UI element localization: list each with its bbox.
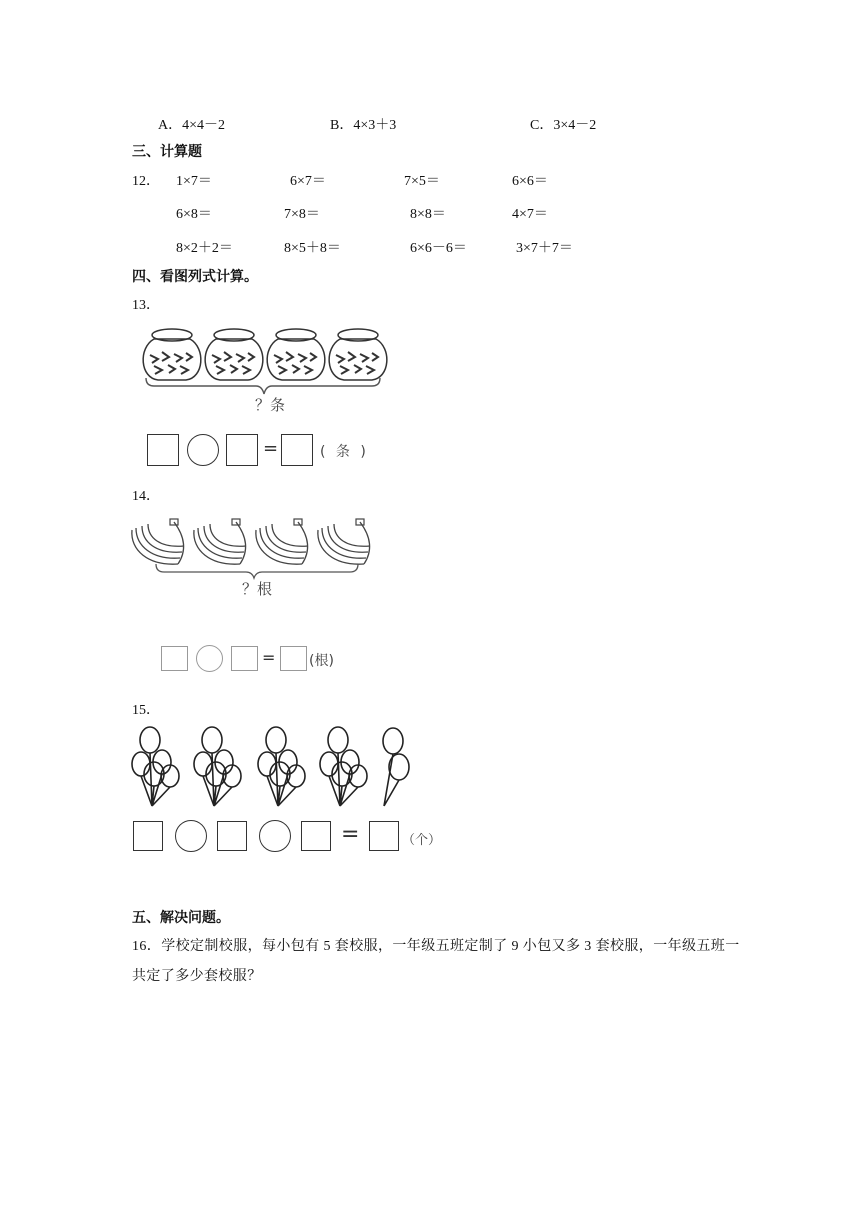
operator-circle[interactable] [187,434,219,466]
calc-item: 7×5＝ [404,174,440,189]
equals-sign: = [263,438,279,459]
balloon-bunch-icon [258,727,305,806]
operator-circle[interactable] [196,645,223,672]
q14-number: 14． [132,489,160,504]
section5-title: 五、解决问题。 [132,910,230,926]
answer-box[interactable] [231,646,258,671]
option-a: A．4×4－2 [158,118,226,133]
answer-box[interactable] [147,434,179,466]
answer-box[interactable] [301,821,331,851]
q15-unit: （个） [402,833,442,848]
calc-item: 3×7＋7＝ [516,241,573,256]
calc-item: 6×6－6＝ [410,241,467,256]
balloon-bunch-icon [194,727,241,806]
equals-sign: = [341,822,360,847]
calc-item: 4×7＝ [512,207,548,222]
fishbowl-icon [143,329,201,380]
calc-item: 8×5＋8＝ [284,241,341,256]
calc-item: 6×7＝ [290,174,326,189]
answer-box[interactable] [280,646,307,671]
calc-item: 8×2＋2＝ [176,241,233,256]
equals-sign: = [262,648,276,667]
banana-bunch-icon [132,519,184,564]
calc-item: 1×7＝ [176,174,212,189]
balloon-bunch-icon [320,727,367,806]
fishbowl-icon [205,329,263,380]
banana-bunch-icon [318,519,370,564]
calc-item: 8×8＝ [410,207,446,222]
calc-item: 6×8＝ [176,207,212,222]
q14-unit: (根) [309,653,334,669]
section3-title: 三、计算题 [132,144,202,160]
balloons-figure [128,724,418,810]
q15-number: 15． [132,703,160,718]
bananas-figure [128,516,378,580]
q13-number: 13． [132,298,160,313]
answer-box[interactable] [226,434,258,466]
fishbowl-icon [267,329,325,380]
answer-box[interactable] [133,821,163,851]
answer-box[interactable] [217,821,247,851]
q12-number: 12． [132,174,160,189]
option-c: C．3×4－2 [530,118,597,133]
option-b: B．4×3＋3 [330,118,397,133]
banana-bunch-icon [256,519,308,564]
q16-text: 16．学校定制校服，每小包有 5 套校服，一年级五班定制了 9 小包又多 3 套校服，一年级五班一共定了多少套校服？ [132,939,740,984]
q13-caption: ？条 [255,396,286,414]
balloon-pair-icon [383,728,409,806]
fishbowls-figure [140,320,390,400]
answer-box[interactable] [369,821,399,851]
operator-circle[interactable] [259,820,291,852]
fishbowl-icon [329,329,387,380]
calc-item: 7×8＝ [284,207,320,222]
answer-box[interactable] [161,646,188,671]
q14-caption: ？根 [242,580,273,598]
answer-box[interactable] [281,434,313,466]
banana-bunch-icon [194,519,246,564]
operator-circle[interactable] [175,820,207,852]
brace-icon [156,564,358,578]
balloon-bunch-icon [132,727,179,806]
calc-item: 6×6＝ [512,174,548,189]
section4-title: 四、看图列式计算。 [132,269,258,285]
q13-unit: ( 条 ) [320,444,369,460]
